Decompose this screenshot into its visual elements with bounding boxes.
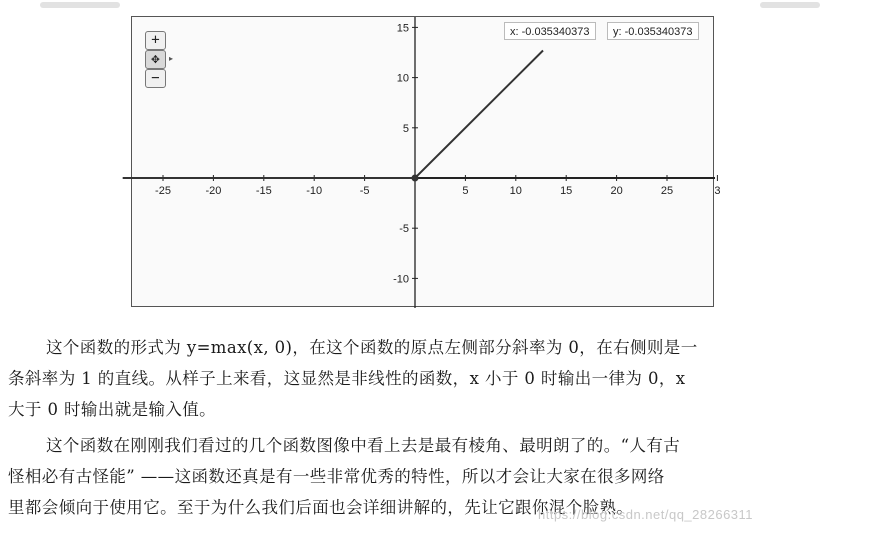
paragraph-1-line-3: 大于 0 时输出就是输入值。: [8, 400, 217, 419]
paragraph-2-line-3: 里都会倾向于使用它。至于为什么我们后面也会详细讲解的，先让它跟你混个脸熟。: [8, 498, 634, 517]
paragraph-2-line-2: 怪相必有古怪能” ——这函数还真是有一些非常优秀的特性，所以才会让大家在很多网络: [8, 467, 665, 486]
y-tick-label: 10: [396, 72, 409, 85]
paragraph-1-line-1: 这个函数的形式为 y=max(x, 0)，在这个函数的原点左侧部分斜率为 0，在右侧则是一: [46, 338, 698, 357]
paragraph-2-line-1: 这个函数在刚刚我们看过的几个函数图像中看上去是最有棱角、最明朗了的。“人有古: [46, 436, 681, 455]
x-tick-label: -25: [155, 185, 171, 197]
y-tick-label: 5: [402, 122, 409, 135]
x-tick-label: -5: [359, 185, 370, 197]
watermark: https://blog.csdn.net/qq_28266311: [538, 507, 754, 522]
plot-frame[interactable]: [131, 16, 721, 307]
y-tick-label: -5: [399, 223, 409, 236]
y-coordinate-readout: y: -0.035340373: [607, 22, 699, 40]
zoom-controls: [145, 31, 174, 89]
x-tick-label: 15: [560, 185, 573, 197]
x-tick-label: 3: [714, 185, 721, 197]
origin-point: [412, 175, 419, 182]
x-coordinate-readout: x: -0.035340373: [504, 22, 596, 40]
zoom-in-button[interactable]: +: [145, 31, 166, 50]
x-tick-label: -20: [205, 185, 222, 197]
x-tick-label: 5: [462, 185, 469, 197]
zoom-out-button[interactable]: −: [145, 69, 166, 88]
x-tick-label: -10: [306, 185, 323, 197]
y-tick-label: -10: [393, 273, 409, 286]
x-tick-label: 10: [509, 185, 522, 197]
y-tick-label: 15: [396, 22, 409, 35]
x-tick-label: 25: [660, 185, 674, 197]
relu-series-line: [123, 50, 543, 178]
x-tick-label: -15: [255, 185, 272, 197]
pan-icon[interactable]: ✥: [145, 50, 166, 69]
paragraph-1-line-2: 条斜率为 1 的直线。从样子上来看，这显然是非线性的函数，x 小于 0 时输出一律为 0，x: [8, 369, 686, 388]
x-tick-label: 20: [610, 185, 623, 197]
pan-menu-arrow-icon[interactable]: ▸: [169, 54, 174, 63]
relu-plot[interactable]: [132, 17, 721, 308]
